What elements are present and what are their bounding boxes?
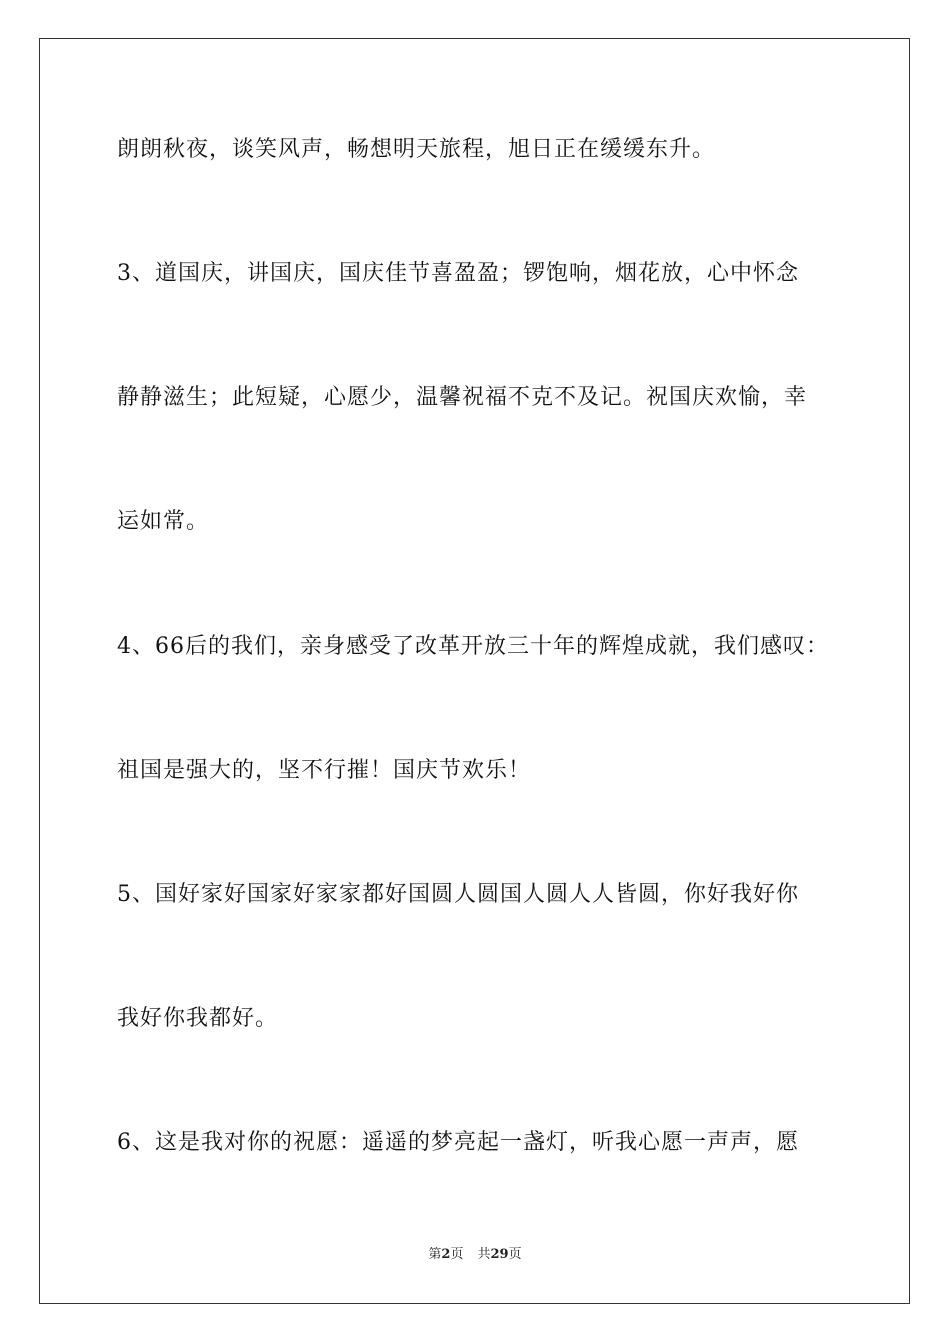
total-prefix: 共 xyxy=(477,1247,491,1262)
text-line: 我好你我都好。 xyxy=(117,1006,279,1031)
total-suffix: 页 xyxy=(508,1247,522,1262)
text-line: 祖国是强大的，坚不行摧！国庆节欢乐！ xyxy=(117,758,532,783)
page-frame xyxy=(39,38,910,1304)
page-suffix: 页 xyxy=(450,1247,464,1262)
text-line: 5、国好家好国家好家家都好国圆人圆国人圆人人皆圆，你好我好你 xyxy=(117,882,799,907)
total-pages: 29 xyxy=(490,1247,509,1262)
page-number: 2 xyxy=(441,1247,451,1262)
text-line: 6、这是我对你的祝愿：遥遥的梦亮起一盏灯，听我心愿一声声，愿 xyxy=(117,1130,799,1155)
text-line: 运如常。 xyxy=(117,509,210,534)
text-line: 4、66后的我们，亲身感受了改革开放三十年的辉煌成就，我们感叹： xyxy=(117,634,829,659)
page-footer xyxy=(0,1246,950,1264)
page-prefix: 第 xyxy=(428,1247,442,1262)
text-line: 3、道国庆，讲国庆，国庆佳节喜盈盈；锣饱响，烟花放，心中怀念 xyxy=(117,261,799,286)
text-line: 静静滋生；此短疑，心愿少，温馨祝福不克不及记。祝国庆欢愉，幸 xyxy=(117,385,808,410)
text-line: 朗朗秋夜，谈笑风声，畅想明天旅程，旭日正在缓缓东升。 xyxy=(117,137,716,162)
